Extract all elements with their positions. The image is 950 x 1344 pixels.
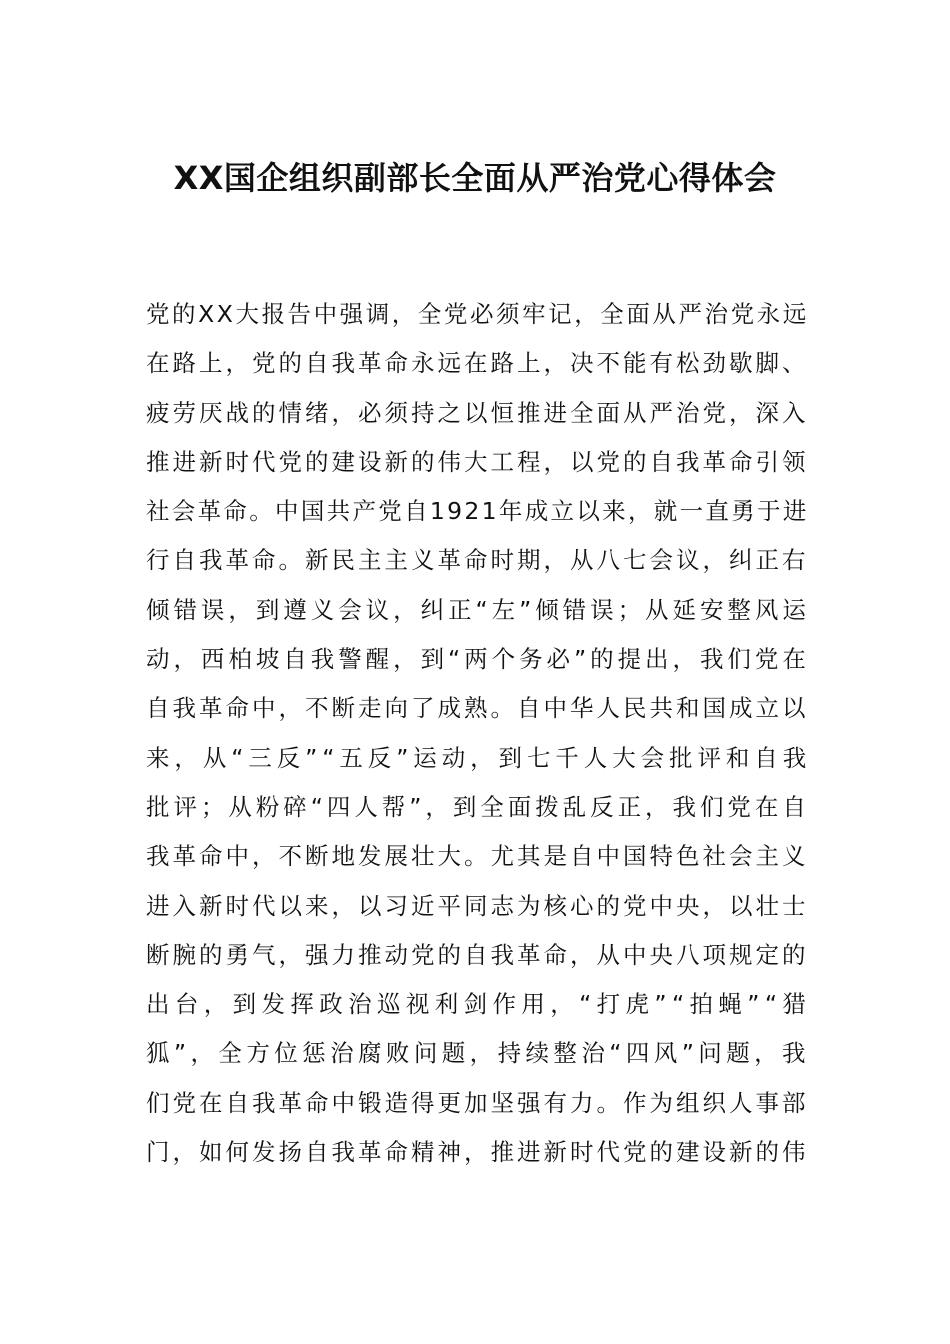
body-line: 批评；从粉碎“四人帮”，到全面拨乱反正，我们党在自 (146, 792, 810, 821)
body-line: 在路上，党的自我革命永远在路上，决不能有松劲歇脚、 (146, 349, 809, 378)
body-line: 行自我革命。新民主主义革命时期，从八七会议，纠正右 (146, 546, 809, 575)
body-line: 倾错误，到遵义会议，纠正“左”倾错误；从延安整风运 (146, 595, 810, 624)
body-line: 党的XX大报告中强调，全党必须牢记，全面从严治党永远 (146, 300, 809, 328)
body-line: 自我革命中，不断走向了成熟。自中华人民共和国成立以 (146, 694, 809, 723)
body-line: 疲劳厌战的情绪，必须持之以恒推进全面从严治党，深入 (146, 398, 809, 427)
body-line: 我革命中，不断地发展壮大。尤其是自中国特色社会主义 (146, 842, 809, 871)
body-line: 门，如何发扬自我革命精神，推进新时代党的建设新的伟 (146, 1138, 809, 1167)
body-line: 来，从“三反”“五反”运动，到七千人大会批评和自我 (146, 743, 812, 772)
body-line: 推进新时代党的建设新的伟大工程，以党的自我革命引领 (146, 447, 809, 476)
body-line: 进入新时代以来，以习近平同志为核心的党中央，以壮士 (146, 891, 809, 920)
body-line: 断腕的勇气，强力推动党的自我革命，从中央八项规定的 (146, 940, 809, 969)
body-line: 们党在自我革命中锻造得更加坚强有力。作为组织人事部 (146, 1088, 809, 1117)
body-line: 社会革命。中国共产党自1921年成立以来，就一直勇于进 (146, 497, 809, 526)
body-line: 动，西柏坡自我警醒，到“两个务必”的提出，我们党在 (146, 645, 810, 674)
document-body (146, 290, 812, 1177)
body-line: 狐”，全方位惩治腐败问题，持续整治“四风”问题，我 (146, 1039, 810, 1068)
body-line: 出台，到发挥政治巡视利剑作用，“打虎”“拍蝇”“猎 (146, 990, 812, 1019)
document-title: XX国企组织副部长全面从严治党心得体会 (173, 159, 777, 197)
